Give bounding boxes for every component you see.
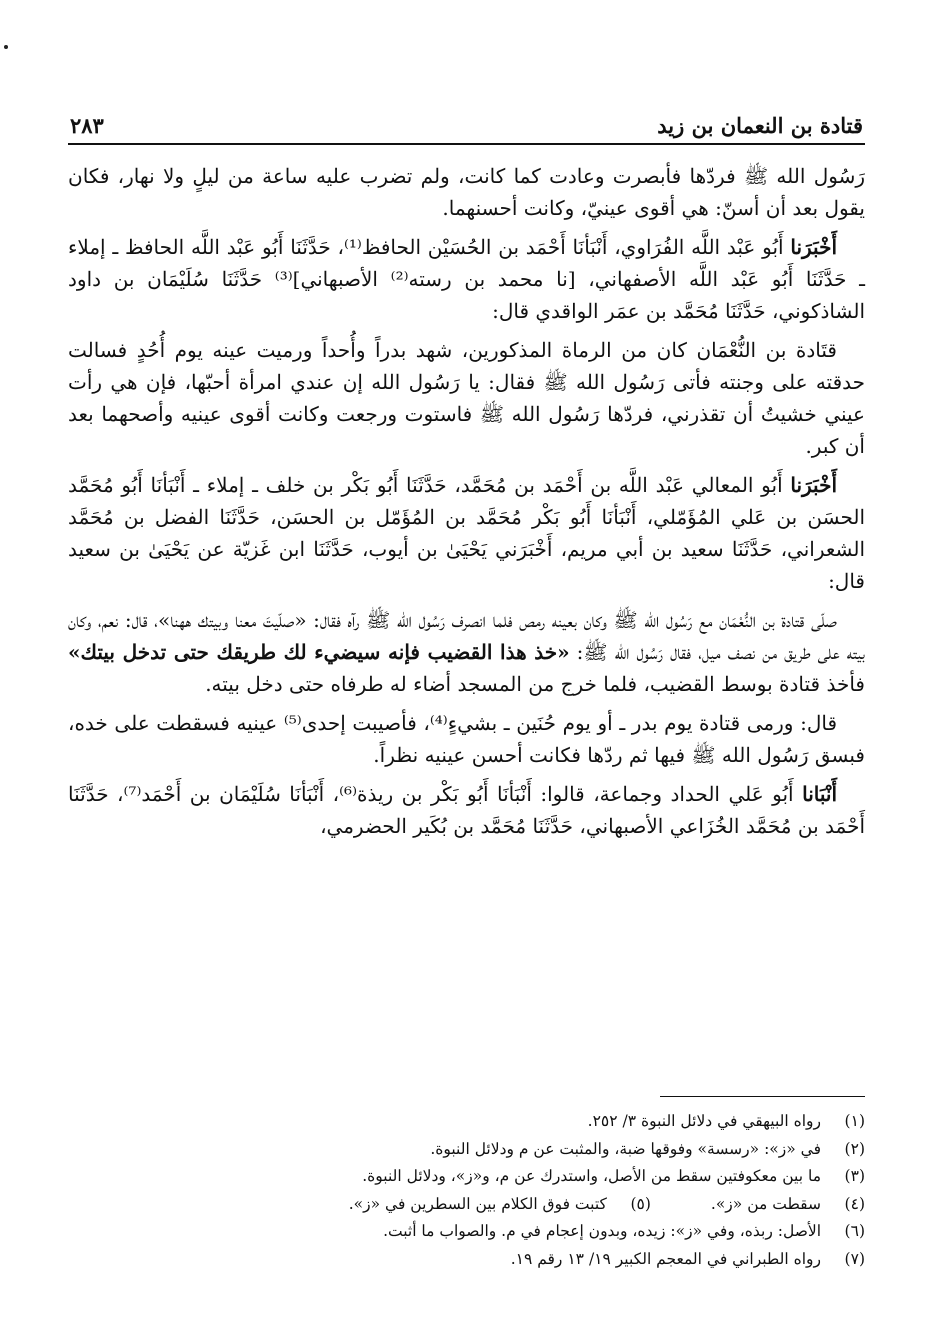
- paragraph-text: رَسُول الله ﷺ فردّها فأبصرت وعادت كما كانت، ولم تضرب عليه ساعة من ليلٍ ولا نهار، فكان يقول بعد أن أسنّ: هي أقوى عينيّ، وكانت أحسنهما.: [68, 164, 865, 220]
- footnote-number: (٤): [844, 1194, 865, 1213]
- paragraph: [68, 604, 865, 700]
- footnote-number: (٦): [844, 1222, 865, 1240]
- scan-speck: [4, 45, 8, 49]
- footnote-row: [68, 1191, 865, 1219]
- hadith-quote: «خذ هذا القضيب فإنه سيضيء لك طريقك حتى تدخل بيتك»: [68, 640, 570, 664]
- paragraph: [68, 231, 865, 327]
- paragraph-text: أَبُو المعالي عَبْد اللَّه بن أَحْمَد بن مُحَمَّد، حَدَّثَنَا أَبُو بَكْر بن خلف ـ إملاء ـ أَنْبَأنَا أَبُو مُحَمَّد الحسَن بن عَلي المُؤَمّلي، أَنْبَأنَا أَبُو بَكْر مُحَمَّد بن المُؤَمّل بن الحسَن، حَدَّثَنَا الفضل بن مُحَمَّد الشعراني، حَدَّثَنَا سعيد بن أبي مريم، أَخْبَرَني يَحْيَىٰ بن أيوب، حَدَّثَنَا ابن غَزيّة عن يَحْيَىٰ بن سعيد قال:: [68, 473, 865, 593]
- footnote-rule: [660, 1096, 865, 1097]
- footnote-number: (٣): [844, 1167, 865, 1185]
- footnote-text: سقطت من «ز».: [710, 1194, 821, 1213]
- footnote-number: (١): [844, 1112, 865, 1130]
- footnote-text: رواه الطبراني في المعجم الكبير ١٩/ ١٣ رقم ١٩.: [510, 1249, 821, 1268]
- isnad-lead: أَخْبَرَنا: [790, 473, 837, 497]
- footnote: [68, 1246, 865, 1274]
- isnad-lead: أَخْبَرَنا: [790, 235, 837, 259]
- footnote: [68, 1136, 865, 1164]
- footnote: [711, 1191, 865, 1219]
- paragraph-text: فأخذ قتادة بوسط القضيب، فلما خرج من المسجد أضاء له طرفاه حتى دخل بيته.: [205, 672, 865, 696]
- paragraph: [68, 707, 865, 771]
- page-header: [70, 100, 863, 138]
- paragraph-text: أَبُو عَلي الحداد وجماعة، قالوا: أَنْبَأنَا أَبُو بَكْر بن ريذة⁽⁶⁾، أَنْبَأنَا سُلَيْمَان بن أَحْمَد⁽⁷⁾، حَدَّثَنَا أَحْمَد بن مُحَمَّد الخُزَاعي الأصبهاني، حَدَّثَنَا مُحَمَّد بن بُكَير الحضرمي،: [68, 782, 865, 838]
- footnote: [68, 1108, 865, 1136]
- paragraph: [68, 469, 865, 597]
- paragraph-text: أَبُو عَبْد اللَّه الفُرَاوي، أَنْبَأنَا أَحْمَد بن الحُسَيْن الحافظ⁽¹⁾، حَدَّثَنَا أَبُو عَبْد اللَّه الحافظ ـ إملاء ـ حَدَّثَنَا أَبُو عَبْد اللَّه الأصفهاني، [نا محمد بن رسته⁽²⁾ الأصبهاني]⁽³⁾ حَدَّثَنَا سُلَيْمَان بن داود الشاذكوني، حَدَّثَنَا مُحَمَّد بن عمَر الواقدي قال:: [68, 235, 865, 323]
- paragraph-text: صلّى قتادة بن النُّعْمَان مع رَسُول الله ﷺ وكان بعينه رمص فلما انصرف رَسُول الله ﷺ رآه فقال: «صلّيتَ معنا وبيتك ههنا»، قال: نعم، وكان بيته على طريق من نصف ميل، فقال رَسُول الله ﷺ:: [68, 608, 866, 664]
- footnote-text: رواه البيهقي في دلائل النبوة ٣/ ٢٥٢.: [587, 1112, 821, 1130]
- header-rule: [68, 143, 865, 145]
- paragraph: [68, 778, 865, 842]
- paragraph-text: قتَادة بن النُّعْمَان كان من الرماة المذكورين، شهد بدراً وأُحداً ورميت عينه يوم أُحُدٍ فسالت حدقته على وجنته فأتى رَسُول الله ﷺ فقال: يا رَسُول الله إن عندي امرأة أحبّها، فإن هي رأت عيني خشيتُ أن تقذرني، فردّها رَسُول الله ﷺ فاستوت ورجعت وكانت أقوى عينيه وأصحهما بعد أن كبر.: [68, 338, 865, 458]
- footnote: [349, 1191, 651, 1219]
- footnote: [68, 1163, 865, 1191]
- footnote-number: (٢): [844, 1139, 865, 1158]
- main-text: [68, 160, 865, 849]
- isnad-lead: أَنْبَانا: [802, 782, 838, 806]
- paragraph-text: قال: ورمى قتادة يوم بدر ـ أو يوم حُنَين ـ بشيءٍ⁽⁴⁾، فأصيبت إحدى⁽⁵⁾ عينيه فسقطت على خده، فبسق رَسُول الله ﷺ فيها ثم ردّها فكانت أحسن عينيه نظراً.: [68, 711, 865, 767]
- footnotes: [68, 1108, 865, 1273]
- footnote-text: ما بين معكوفتين سقط من الأصل، واستدرك عن م، و«ز»، ودلائل النبوة.: [362, 1167, 821, 1185]
- running-title: قتادة بن النعمان بن زيد: [657, 113, 863, 138]
- page-number: ٢٨٣: [70, 113, 104, 138]
- paragraph: [68, 160, 865, 224]
- footnote-number: (٥): [630, 1194, 651, 1213]
- footnote-text: الأصل: ربذه، وفي «ز»: زيده، وبدون إعجام في م. والصواب ما أثبت.: [383, 1222, 821, 1240]
- footnote-text: في «ز»: «رسسة» وفوقها ضبة، والمثبت عن م ودلائل النبوة.: [430, 1139, 821, 1158]
- footnote: [68, 1218, 865, 1246]
- footnote-number: (٧): [844, 1249, 865, 1268]
- footnote-text: كتبت فوق الكلام بين السطرين في «ز».: [348, 1194, 607, 1213]
- paragraph: [68, 334, 865, 462]
